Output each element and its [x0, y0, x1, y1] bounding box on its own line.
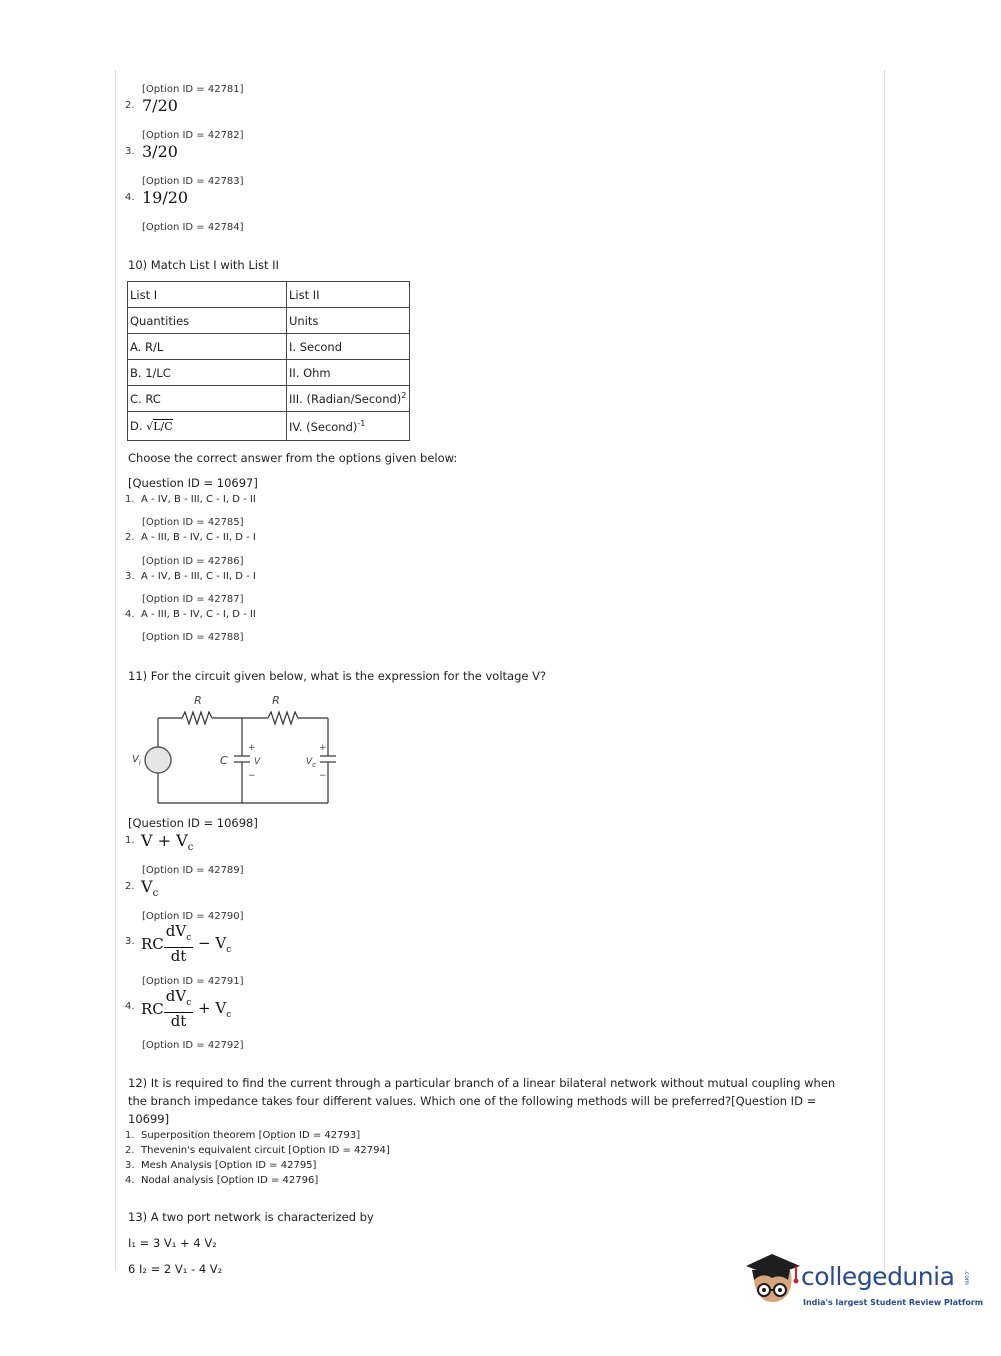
q12-option3-number: 3.	[125, 1160, 135, 1171]
q9-option4-value[interactable]: 19/20	[142, 188, 189, 207]
right-margin-line	[884, 70, 885, 1270]
fraction-numerator	[164, 988, 193, 1013]
vi-letter: V	[132, 754, 139, 765]
subscript: c	[186, 998, 192, 1008]
left-margin-line	[115, 70, 116, 1270]
vi-label	[132, 754, 141, 767]
superscript: 2	[401, 391, 407, 401]
q9-option4-number: 4.	[125, 192, 135, 203]
subscript: c	[152, 888, 159, 900]
q13-equation2: 6 I₂ = 2 V₁ - 4 V₂	[128, 1262, 223, 1276]
table-row	[128, 334, 410, 360]
r1-label: R	[194, 694, 202, 707]
q11-question-id: [Question ID = 10698]	[128, 816, 258, 830]
q13-title: 13) A two port network is characterized by	[128, 1210, 374, 1224]
q9-option2-number: 2.	[125, 100, 135, 111]
q11-option1-expression[interactable]	[141, 831, 193, 853]
cell-text: III. (Radian/Second)	[289, 391, 402, 406]
q10-option3-id: [Option ID = 42787]	[142, 594, 244, 605]
table-cell: List I	[128, 282, 287, 308]
match-table	[127, 281, 410, 441]
q9-option3-value[interactable]: 3/20	[142, 142, 178, 161]
q10-option4-id: [Option ID = 42788]	[142, 632, 244, 643]
subscript: c	[187, 842, 194, 854]
q11-option2-id: [Option ID = 42790]	[142, 911, 244, 922]
q12-option4-number: 4.	[125, 1175, 135, 1186]
table-cell: C. RC	[128, 386, 287, 412]
subscript: c	[186, 933, 192, 943]
q10-option4-text[interactable]: A - III, B - IV, C - I, D - II	[141, 609, 256, 620]
vc-subscript: c	[312, 761, 317, 769]
fraction	[164, 923, 193, 965]
table-row	[128, 386, 410, 412]
expr-tail	[198, 998, 232, 1020]
q10-option4-number: 4.	[125, 609, 135, 620]
subscript: c	[226, 1009, 232, 1020]
table-row	[128, 412, 410, 441]
q10-instruction: Choose the correct answer from the options given below:	[128, 451, 458, 465]
vc-letter: V	[306, 757, 313, 767]
logo-com: .com	[963, 1270, 970, 1285]
expr-tail	[198, 933, 232, 955]
q11-option1-number: 1.	[125, 835, 135, 846]
q12-text-line1: 12) It is required to find the current through a particular branch of a linear bilateral network without mutual coupling when	[128, 1076, 836, 1090]
q9-option4-id: [Option ID = 42784]	[142, 222, 244, 233]
fraction-denominator: dt	[170, 947, 187, 965]
q11-title: 11) For the circuit given below, what is the expression for the voltage V?	[128, 669, 547, 683]
table-cell	[287, 386, 410, 412]
q10-option2-text[interactable]: A - III, B - IV, C - II, D - I	[141, 532, 256, 543]
fraction-numerator	[164, 923, 193, 948]
tassel-end	[794, 1279, 799, 1284]
q10-option2-number: 2.	[125, 532, 135, 543]
expr-text: V + V	[141, 831, 188, 850]
right-pupil	[778, 1288, 782, 1292]
q12-text-line3: 10699]	[128, 1112, 170, 1126]
q9-option2-id: [Option ID = 42782]	[142, 130, 244, 141]
q9-option2-value[interactable]: 7/20	[142, 96, 178, 115]
expr-text: dV	[165, 987, 187, 1005]
circuit-diagram	[120, 690, 340, 810]
v-label: V	[254, 757, 261, 767]
collegedunia-logo[interactable]	[742, 1250, 982, 1320]
q12-text-line2: the branch impedance takes four different values. Which one of the following methods will be preferred?[Question ID =	[128, 1094, 817, 1108]
sqrt-radicand: L/C	[153, 420, 173, 433]
expr-text: − V	[198, 933, 227, 952]
q12-option4-text[interactable]: Nodal analysis [Option ID = 42796]	[141, 1175, 319, 1186]
q11-option3-expression[interactable]	[141, 923, 231, 965]
q13-equation1: I₁ = 3 V₁ + 4 V₂	[128, 1236, 217, 1250]
q10-option1-number: 1.	[125, 494, 135, 505]
mascot-icon	[742, 1250, 802, 1318]
q10-option3-text[interactable]: A - IV, B - III, C - II, D - I	[141, 571, 256, 582]
resistor-r1	[182, 712, 212, 724]
q10-option1-id: [Option ID = 42785]	[142, 517, 244, 528]
q9-option3-id: [Option ID = 42783]	[142, 176, 244, 187]
expr-text: V	[141, 877, 153, 896]
q12-option2-text[interactable]: Thevenin's equivalent circuit [Option ID = 42794]	[141, 1145, 390, 1156]
q12-option3-text[interactable]: Mesh Analysis [Option ID = 42795]	[141, 1160, 317, 1171]
v-minus: −	[248, 771, 256, 781]
table-row	[128, 360, 410, 386]
q11-option4-expression[interactable]	[141, 988, 231, 1030]
table-cell: I. Second	[287, 334, 410, 360]
q10-option2-id: [Option ID = 42786]	[142, 556, 244, 567]
table-cell: Quantities	[128, 308, 287, 334]
superscript: -1	[357, 418, 366, 428]
vc-label	[306, 757, 316, 769]
q11-option3-number: 3.	[125, 936, 135, 947]
table-row	[128, 308, 410, 334]
cell-text: D.	[130, 419, 147, 433]
r2-label: R	[272, 694, 280, 707]
cell-text: IV. (Second)	[289, 419, 358, 434]
left-pupil	[762, 1288, 766, 1292]
q12-option1-number: 1.	[125, 1130, 135, 1141]
q11-option4-number: 4.	[125, 1001, 135, 1012]
q10-option1-text[interactable]: A - IV, B - III, C - I, D - II	[141, 494, 256, 505]
q11-option4-id: [Option ID = 42792]	[142, 1040, 244, 1051]
q11-option2-number: 2.	[125, 881, 135, 892]
q11-option3-id: [Option ID = 42791]	[142, 976, 244, 987]
expr-rc: RC	[141, 1000, 164, 1018]
resistor-r2	[268, 712, 298, 724]
logo-tagline: India's largest Student Review Platform	[803, 1298, 984, 1307]
table-cell	[287, 412, 410, 441]
table-cell: Units	[287, 308, 410, 334]
v-plus: +	[248, 743, 256, 753]
q11-option1-id: [Option ID = 42789]	[142, 865, 244, 876]
q11-option2-expression[interactable]	[141, 877, 158, 899]
vc-minus: −	[319, 771, 327, 781]
expr-text: + V	[198, 998, 227, 1017]
voltage-source	[145, 747, 171, 773]
q10-option3-number: 3.	[125, 571, 135, 582]
q12-option1-text[interactable]: Superposition theorem [Option ID = 42793]	[141, 1130, 361, 1141]
q10-question-id: [Question ID = 10697]	[128, 476, 258, 490]
fraction	[164, 988, 193, 1030]
c-label: C	[220, 754, 228, 767]
q10-title: 10) Match List I with List II	[128, 258, 279, 272]
q12-option2-number: 2.	[125, 1145, 135, 1156]
table-row	[128, 282, 410, 308]
table-cell: B. 1/LC	[128, 360, 287, 386]
logo-wordmark: collegedunia	[801, 1262, 955, 1291]
sqrt-expression: √L/C	[146, 420, 173, 433]
subscript: c	[226, 944, 232, 955]
table-cell	[128, 412, 287, 441]
vi-subscript: i	[138, 759, 141, 767]
expr-text: dV	[165, 922, 187, 940]
expr-rc: RC	[141, 935, 164, 953]
table-cell: List II	[287, 282, 410, 308]
q9-option3-number: 3.	[125, 146, 135, 157]
vc-plus: +	[319, 743, 327, 753]
fraction-denominator: dt	[170, 1012, 187, 1030]
table-cell: II. Ohm	[287, 360, 410, 386]
table-cell: A. R/L	[128, 334, 287, 360]
q9-option1-id: [Option ID = 42781]	[142, 84, 244, 95]
